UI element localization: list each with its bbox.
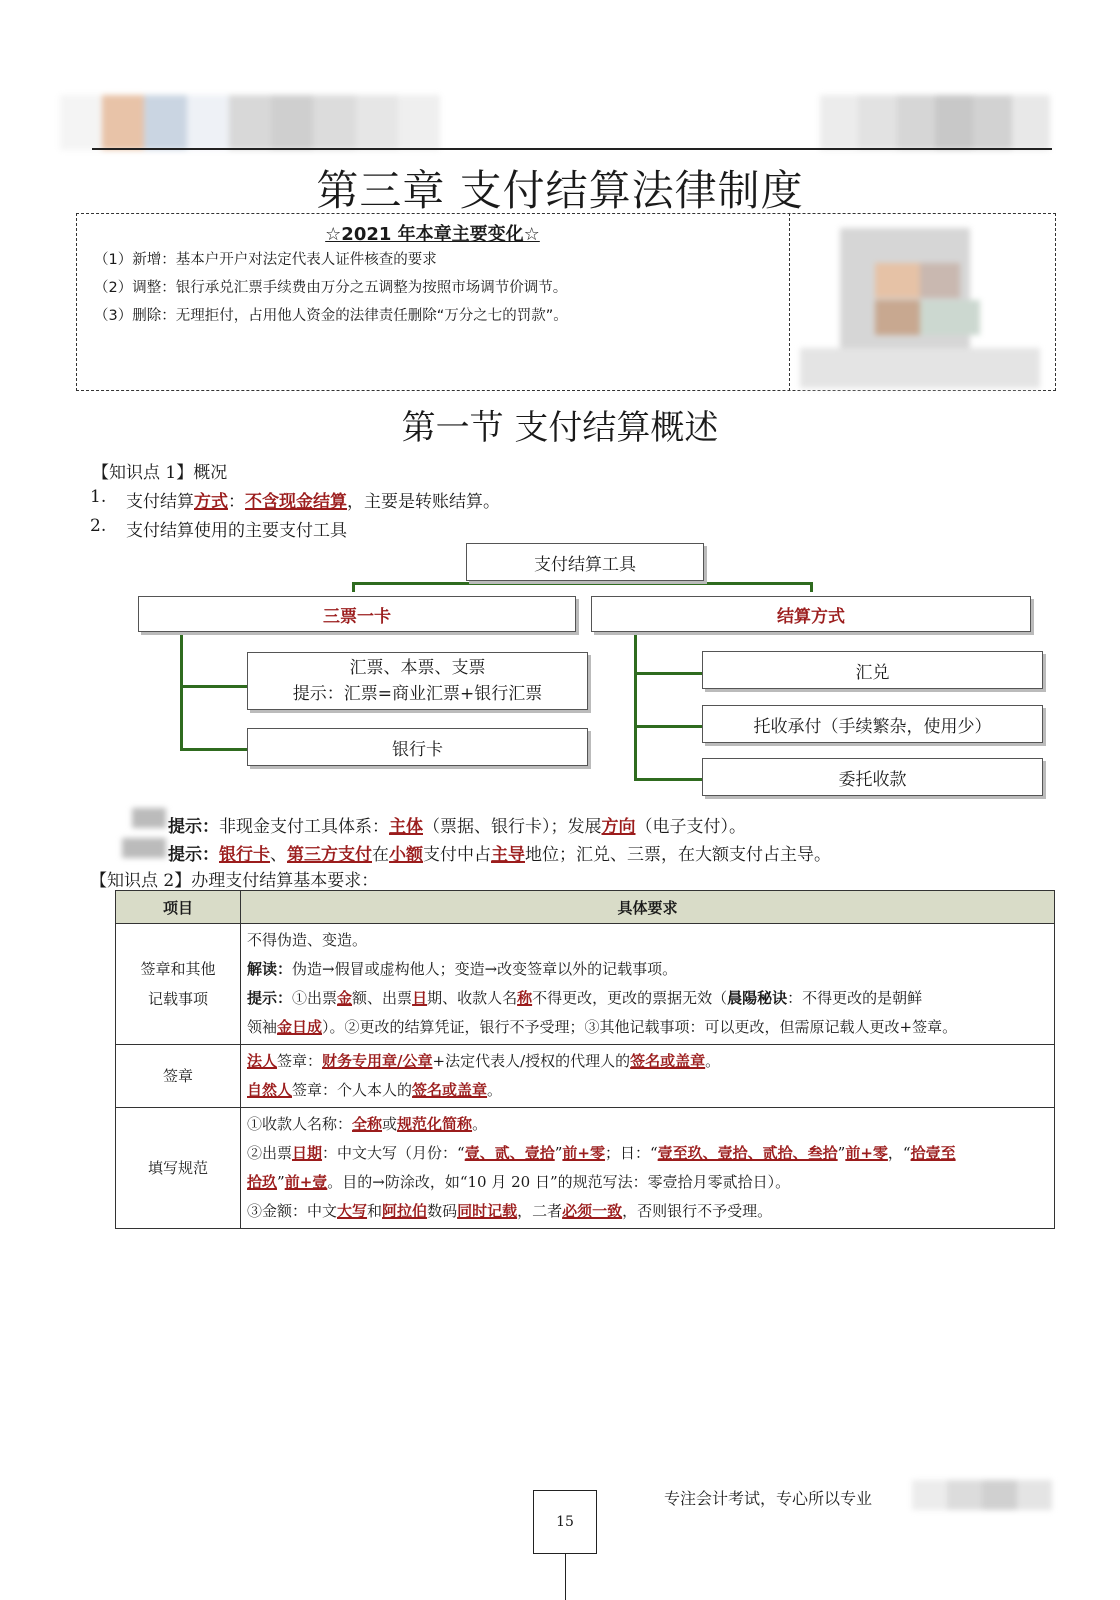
section-title: 第一节 支付结算概述 (401, 408, 719, 448)
blurred-logo (132, 808, 166, 828)
emphasis: 签名或盖章 (630, 1052, 706, 1070)
diagram-entrusted-collection-box: 委托收款 (702, 758, 1043, 796)
changes-title: ☆2021 年本章主要变化☆ (325, 224, 540, 245)
text-line (247, 1197, 1048, 1226)
emphasis: 壹至玖、壹拾、贰拾、叁拾 (657, 1144, 838, 1162)
text: 伪造→假冒或虚构他人；变造→改变签章以外的记载事项。 (292, 960, 678, 978)
emphasis: 全称 (352, 1115, 383, 1133)
text: 在 (372, 845, 389, 865)
text-line (247, 1013, 1048, 1042)
text: 领袖 (247, 1018, 278, 1036)
row-content (241, 924, 1055, 1045)
text: ，否则银行不予受理。 (622, 1202, 773, 1220)
connector-line (634, 630, 637, 780)
emphasis: 称 (517, 989, 533, 1007)
emphasis: 主导 (491, 845, 525, 865)
mnemonic-label: 晨陽秘诀 (727, 989, 788, 1007)
text: 数码 (427, 1202, 458, 1220)
qr-code-image (800, 228, 1040, 388)
page-number-line (565, 1554, 566, 1600)
connector-line (180, 685, 248, 688)
emphasis: 主体 (389, 817, 423, 837)
list-number: 1. (90, 487, 107, 507)
emphasis: 规范化简称 (397, 1115, 473, 1133)
change-item: （3）删除：无理拒付，占用他人资金的法律责任删除“万分之七的罚款”。 (94, 308, 568, 324)
emphasis: 前+零 (562, 1144, 605, 1162)
emphasis: 前+壹 (284, 1173, 328, 1191)
emphasis: 第三方支付 (287, 845, 372, 865)
text: 。 (487, 1081, 503, 1099)
footer-slogan: 专注会计考试，专心所以专业 (664, 1489, 873, 1508)
text: 额、出票 (352, 989, 413, 1007)
emphasis: 拾壹至 (910, 1144, 956, 1162)
text: 非现金支付工具体系： (219, 817, 389, 837)
text: 地位；汇兑、三票，在大额支付占主导。 (525, 845, 831, 865)
text: ：不得更改的是朝鲜 (787, 989, 923, 1007)
header-rule (92, 148, 1052, 150)
list-number: 2. (90, 516, 107, 536)
tip-1 (168, 812, 746, 837)
text-line (247, 1110, 1048, 1139)
column-header: 项目 (116, 891, 241, 924)
connector-line (634, 778, 704, 781)
diagram-bills-box (247, 652, 588, 710)
header-logo-right (820, 95, 1050, 150)
emphasis: 小额 (389, 845, 423, 865)
text: ：中文大写（月份：“ (322, 1144, 465, 1162)
text: 签章和其他 (140, 960, 216, 978)
emphasis: 方向 (601, 817, 636, 837)
text: ： (228, 492, 245, 512)
text: 、 (270, 845, 287, 865)
diagram-remittance-box: 汇兑 (702, 651, 1043, 689)
text: ）。②更改的结算凭证，银行不予受理；③其他记载事项：可以更改，但需原记载人更改+签章。 (322, 1018, 958, 1036)
table-row (116, 1108, 1055, 1229)
table-row (116, 1045, 1055, 1108)
page-number: 15 (533, 1490, 597, 1554)
tip-label: 提示： (168, 817, 219, 837)
text: ①出票 (292, 989, 338, 1007)
emphasis: 金 (337, 989, 353, 1007)
tip-label: 解读： (247, 960, 293, 978)
text: 不得更改，更改的票据无效（ (532, 989, 728, 1007)
table-header-row (116, 891, 1055, 924)
diagram-left-box: 三票一卡 (138, 596, 576, 632)
row-content (241, 1108, 1055, 1229)
emphasis: 前+零 (845, 1144, 888, 1162)
text: ①收款人名称： (247, 1115, 353, 1133)
emphasis: 财务专用章/公章 (322, 1052, 433, 1070)
connector-line (634, 672, 704, 675)
text: ，“ (887, 1144, 911, 1162)
text: 签章： (277, 1052, 323, 1070)
list-item-1 (126, 487, 500, 512)
list-item-2: 支付结算使用的主要支付工具 (126, 521, 347, 541)
footer-logo (912, 1480, 1052, 1510)
emphasis: 阿拉伯 (382, 1202, 428, 1220)
knowledge-point-2-heading: 【知识点 2】办理支付结算基本要求： (90, 871, 379, 891)
emphasis: 壹、贰、壹拾 (464, 1144, 555, 1162)
text: 。 (705, 1052, 721, 1070)
text: ；日：“ (604, 1144, 658, 1162)
text: （电子支付）。 (635, 817, 746, 837)
emphasis: 金日成 (277, 1018, 323, 1036)
text: ” (277, 1173, 285, 1191)
text-line: 不得伪造、变造。 (247, 931, 368, 949)
connector-line (180, 630, 183, 750)
text-line (247, 1076, 1048, 1105)
column-header: 具体要求 (241, 891, 1055, 924)
connector-line (810, 582, 813, 592)
diagram-right-box: 结算方式 (591, 596, 1031, 632)
text: ” (837, 1144, 846, 1162)
tip-label: 提示： (168, 845, 219, 865)
emphasis: 签名或盖章 (412, 1081, 488, 1099)
row-label: 签章 (116, 1045, 241, 1108)
text: 签章：个人本人的 (292, 1081, 413, 1099)
text: ” (554, 1144, 563, 1162)
text: 。目的→防涂改，如“10 月 20 日”的规范写法：零壹拾月零贰拾日）。 (327, 1173, 791, 1191)
row-content (241, 1045, 1055, 1108)
changes-divider (789, 213, 790, 391)
requirements-table (115, 890, 1055, 1229)
text-line (247, 1047, 1048, 1076)
text: 提示：汇票=商业汇票+银行汇票 (292, 684, 543, 704)
text: ，主要是转账结算。 (347, 492, 500, 512)
table-row (116, 924, 1055, 1045)
connector-line (180, 748, 248, 751)
emphasis: 大写 (337, 1202, 368, 1220)
text-line (247, 984, 1048, 1013)
chapter-title: 第三章 支付结算法律制度 (316, 166, 804, 215)
text: 支付中占 (423, 845, 491, 865)
diagram-bank-card-box: 银行卡 (247, 728, 588, 766)
text: 和 (367, 1202, 383, 1220)
emphasis: 必须一致 (562, 1202, 623, 1220)
blurred-logo (122, 838, 166, 858)
connector-line (352, 582, 355, 592)
text: ，二者 (517, 1202, 563, 1220)
header-logo-left (60, 95, 440, 150)
text: ②出票 (247, 1144, 293, 1162)
tip-label: 提示： (247, 989, 293, 1007)
diagram-collection-acceptance-box: 托收承付（手续繁杂，使用少） (702, 705, 1043, 743)
change-item: （2）调整：银行承兑汇票手续费由万分之五调整为按照市场调节价调节。 (94, 280, 568, 296)
change-item: （1）新增：基本户开户对法定代表人证件核查的要求 (94, 252, 437, 268)
emphasis: 方式 (194, 492, 228, 512)
row-label (116, 924, 241, 1045)
text: 。 (472, 1115, 488, 1133)
connector-line (352, 582, 812, 585)
emphasis: 法人 (247, 1052, 278, 1070)
text: （票据、银行卡）；发展 (423, 817, 602, 837)
text: 期、收款人名 (427, 989, 518, 1007)
text: 汇票、本票、支票 (349, 658, 486, 678)
connector-line (634, 725, 704, 728)
emphasis: 拾玖 (247, 1173, 278, 1191)
text-line (247, 955, 1048, 984)
emphasis: 自然人 (247, 1081, 293, 1099)
text: +法定代表人/授权的代理人的 (432, 1052, 631, 1070)
knowledge-point-1-heading: 【知识点 1】概况 (92, 463, 228, 483)
text: 或 (382, 1115, 398, 1133)
emphasis: 银行卡 (219, 845, 270, 865)
row-label: 填写规范 (116, 1108, 241, 1229)
text: ③金额：中文 (247, 1202, 338, 1220)
text: 支付结算 (126, 492, 194, 512)
emphasis: 同时记载 (457, 1202, 518, 1220)
text-line (247, 1139, 1048, 1168)
emphasis: 不含现金结算 (245, 492, 347, 512)
emphasis: 日 (412, 989, 428, 1007)
tip-2 (168, 840, 831, 865)
text: 记载事项 (147, 990, 208, 1008)
diagram-root-box: 支付结算工具 (466, 543, 704, 581)
emphasis: 日期 (292, 1144, 323, 1162)
text-line (247, 1168, 1048, 1197)
